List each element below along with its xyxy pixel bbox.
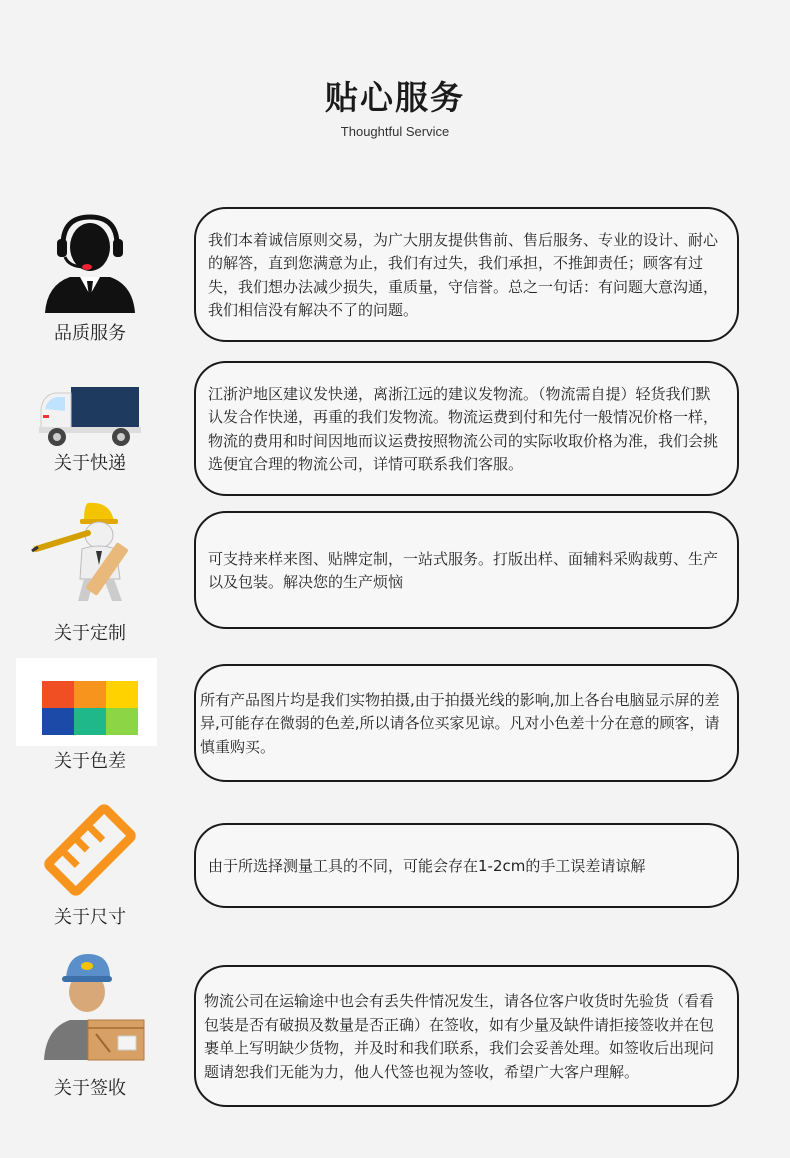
worker-with-ruler-icon <box>20 495 160 605</box>
swatch-yellow <box>106 681 138 708</box>
swatch-blue <box>42 708 74 735</box>
swatch-red <box>42 681 74 708</box>
section-label: 关于尺寸 <box>54 907 126 928</box>
section-label: 关于签收 <box>54 1078 126 1099</box>
section-text-box <box>194 207 739 342</box>
section-text: 我们本着诚信原则交易，为广大朋友提供售前、售后服务、专业的设计、耐心的解答，直到您满意为止，我们有过失，我们承担，不推卸责任；顾客有过失，我们想办法减少损失，重质量，守信誉。总之一句话：有问题大意沟通，我们相信没有解决不了的问题。 <box>208 230 719 319</box>
ruler-icon <box>20 795 160 905</box>
swatch-green <box>106 708 138 735</box>
section-text-box <box>194 965 739 1107</box>
swatch-orange <box>74 681 106 708</box>
page-title: 贴心服务 <box>325 78 465 117</box>
section-text: 江浙沪地区建议发快递，离浙江远的建议发物流。（物流需自提）轻货我们默认发合作快递，再重的我们发物流。物流运费到付和先付一般情况价格一样，物流的费用和时间因地而议运费按照物流公司的实际收取价格为准，我们会挑选便宜合理的物流公司，详情可联系我们客服。 <box>208 384 719 473</box>
section-text: 所有产品图片均是我们实物拍摄,由于拍摄光线的影响,加上各台电脑显示屏的差异,可能存在微弱的色差,所以请各位买家见谅。凡对小色差十分在意的顾客，请慎重购买。 <box>200 690 720 756</box>
section-label: 关于定制 <box>54 623 126 644</box>
section-label: 关于色差 <box>54 751 126 772</box>
section-text-box <box>194 664 739 782</box>
courier-with-package-icon <box>20 950 160 1060</box>
section-text: 由于所选择测量工具的不同，可能会存在1-2cm的手工误差请谅解 <box>208 856 646 875</box>
page-subtitle: Thoughtful Service <box>340 124 450 139</box>
section-text-box <box>194 511 739 629</box>
section-text: 物流公司在运输途中也会有丢失件情况发生，请各位客户收货时先验货（看看包装是否有破损及数量是否正确）在签收，如有少量及缺件请拒接签收并在包裹单上写明缺少货物，并及时和我们联系，我们会妥善处理。如签收后出现问题请恕我们无能为力，他人代签也视为签收，希望广大客户理解。 <box>204 992 715 1081</box>
headset-person-icon <box>20 205 160 315</box>
section-text-box <box>194 361 739 496</box>
swatch-teal <box>74 708 106 735</box>
section-label: 品质服务 <box>54 323 126 344</box>
section-label: 关于快递 <box>54 453 126 474</box>
section-text: 可支持来样来图、贴牌定制，一站式服务。打版出样、面辅料采购裁剪、生产以及包装。解决您的生产烦恼 <box>208 549 719 591</box>
color-palette-icon <box>42 681 138 735</box>
section-text-box <box>194 823 739 908</box>
